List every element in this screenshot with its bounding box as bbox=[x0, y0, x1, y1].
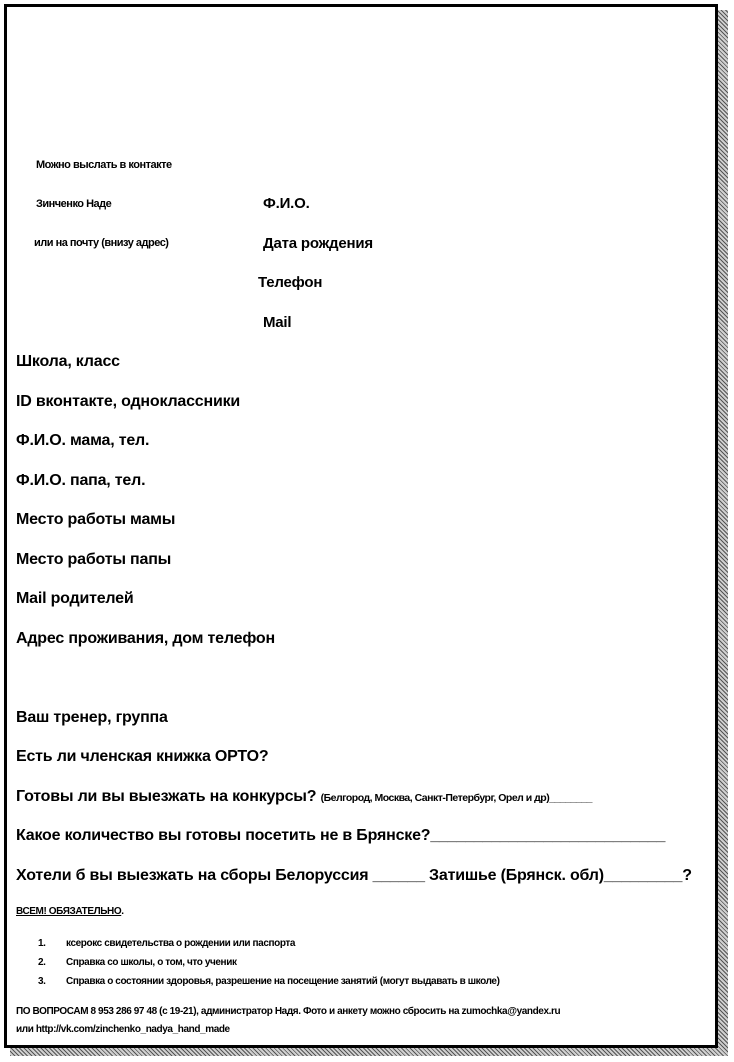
field-father-work: Место работы папы bbox=[16, 551, 172, 568]
required-item-text: Справка со школы, о том, что ученик bbox=[66, 957, 237, 968]
required-item bbox=[38, 976, 500, 987]
side-note-line-1: Можно выслать в контакте bbox=[36, 159, 172, 171]
footer-contacts: ПО ВОПРОСАМ 8 953 286 97 48 (с 19-21), администратор Надя. Фото и анкету можно сбросить на zumochka@yandex.ru bbox=[16, 1006, 561, 1017]
required-heading-text: ВСЕМ! ОБЯЗАТЕЛЬНО bbox=[16, 906, 122, 917]
field-contests bbox=[16, 788, 592, 806]
required-item-text: Справка о состоянии здоровья, разрешение на посещение занятий (могут выдавать в школе) bbox=[66, 976, 500, 987]
field-address: Адрес проживания, дом телефон bbox=[16, 630, 275, 647]
field-mail: Mail bbox=[263, 314, 292, 331]
required-item-number: 3. bbox=[38, 976, 46, 987]
field-contests-cities: (Белгород, Москва, Санкт-Петербург, Орел и др)________ bbox=[320, 792, 592, 804]
field-father: Ф.И.О. папа, тел. bbox=[16, 472, 146, 489]
field-contests-main: Готовы ли вы выезжать на конкурсы? bbox=[16, 788, 321, 805]
field-mother: Ф.И.О. мама, тел. bbox=[16, 432, 150, 449]
required-item-number: 2. bbox=[38, 957, 46, 968]
field-orto: Есть ли членская книжка ОРТО? bbox=[16, 748, 269, 765]
field-date-of-birth: Дата рождения bbox=[263, 235, 373, 252]
field-phone: Телефон bbox=[258, 274, 323, 291]
field-social-id: ID вконтакте, одноклассники bbox=[16, 393, 241, 410]
field-camps: Хотели б вы выезжать на сборы Белоруссия ______ Затишье (Брянск. обл)_________? bbox=[16, 867, 692, 884]
field-mother-work: Место работы мамы bbox=[16, 511, 176, 528]
required-heading bbox=[16, 906, 124, 917]
footer-vk-link: или http://vk.com/zinchenko_nadya_hand_made bbox=[16, 1024, 230, 1035]
field-parents-mail: Mail родителей bbox=[16, 590, 134, 607]
required-item-number: 1. bbox=[38, 938, 46, 949]
side-note-line-2: Зинченко Наде bbox=[36, 198, 112, 210]
required-item bbox=[38, 957, 237, 968]
field-school: Школа, класс bbox=[16, 353, 120, 370]
required-item bbox=[38, 938, 295, 949]
required-item-text: ксерокс свидетельства о рождении или паспорта bbox=[66, 938, 296, 949]
field-fio: Ф.И.О. bbox=[263, 195, 310, 212]
side-note-line-3: или на почту (внизу адрес) bbox=[34, 237, 169, 249]
field-coach: Ваш тренер, группа bbox=[16, 709, 168, 726]
form-page bbox=[4, 4, 718, 1048]
required-heading-dot: . bbox=[121, 906, 124, 917]
field-outside-bryansk: Какое количество вы готовы посетить не в Брянске?___________________________ bbox=[16, 827, 666, 844]
